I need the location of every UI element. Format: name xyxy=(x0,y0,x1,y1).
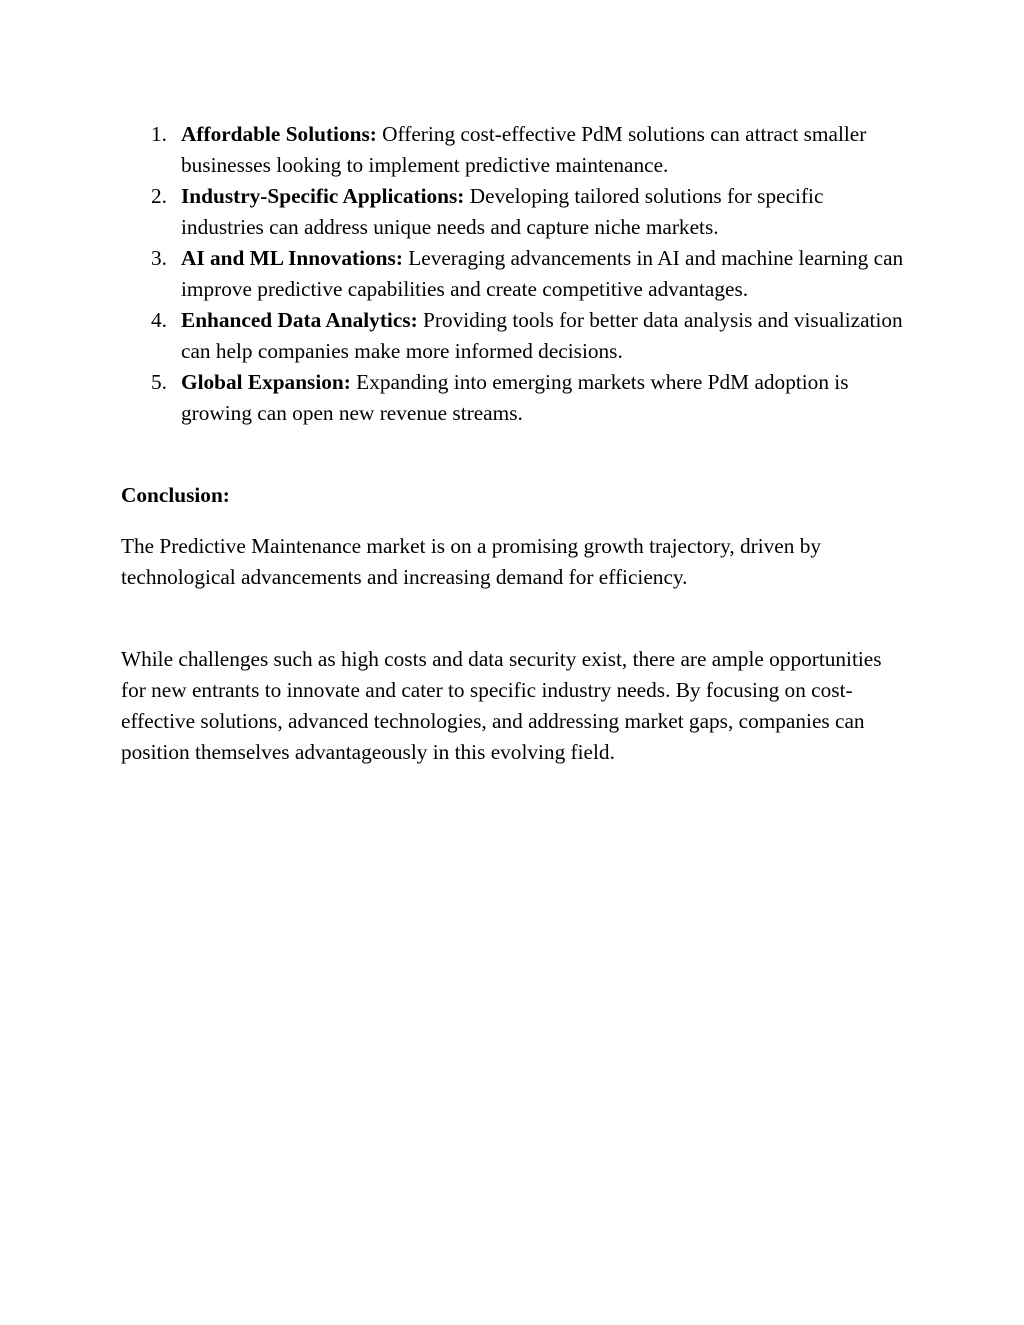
list-item-number: 1. xyxy=(151,122,167,146)
list-item xyxy=(121,243,911,305)
list-item-title: Global Expansion: xyxy=(181,370,351,394)
list-item xyxy=(121,305,911,367)
conclusion-heading: Conclusion: xyxy=(121,483,230,507)
conclusion-paragraph: While challenges such as high costs and data security exist, there are ample opportunities for new entrants to innovate and cater to specific industry needs. By focusing on cost-effective solutions, advanced technologies, and addressing market gaps, companies can position themselves advantageously in this evolving field. xyxy=(121,647,882,764)
list-item-number: 3. xyxy=(151,246,167,270)
list-item xyxy=(121,181,911,243)
list-item-title: Enhanced Data Analytics: xyxy=(181,308,418,332)
list-item-title: Affordable Solutions: xyxy=(181,122,377,146)
conclusion-paragraph: The Predictive Maintenance market is on a promising growth trajectory, driven by technological advancements and increasing demand for efficiency. xyxy=(121,534,822,589)
list-item-title: AI and ML Innovations: xyxy=(181,246,403,270)
list-item-text: Developing tailored solutions for specific industries can address unique needs and capture niche markets. xyxy=(181,184,824,239)
list-item-text: Offering cost-effective PdM solutions can attract smaller businesses looking to implement predictive maintenance. xyxy=(181,122,867,177)
list-item-text: Leveraging advancements in AI and machine learning can improve predictive capabilities and create competitive advantages. xyxy=(181,246,904,301)
list-item-number: 2. xyxy=(151,184,167,208)
list-item xyxy=(121,119,911,181)
list-item-number: 4. xyxy=(151,308,167,332)
list-item-number: 5. xyxy=(151,370,167,394)
list-item xyxy=(121,367,911,429)
list-item-text: Expanding into emerging markets where PdM adoption is growing can open new revenue streams. xyxy=(181,370,849,425)
list-item-title: Industry-Specific Applications: xyxy=(181,184,465,208)
opportunities-list xyxy=(121,119,911,429)
list-item-text: Providing tools for better data analysis and visualization can help companies make more informed decisions. xyxy=(181,308,903,363)
